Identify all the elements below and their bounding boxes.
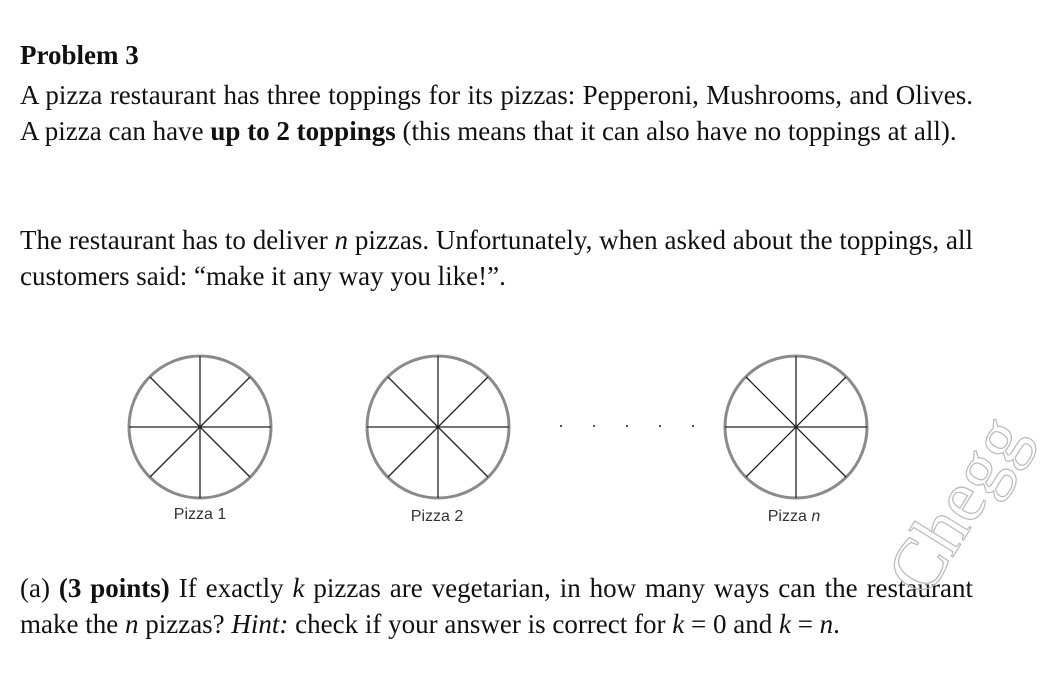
delivery-text-a: The restaurant has to deliver xyxy=(20,225,335,255)
part-a-hint-label: Hint: xyxy=(231,609,289,639)
chegg-watermark: Chegg xyxy=(870,401,1043,609)
pizza-1-label: Pizza 1 xyxy=(173,506,227,523)
problem-intro xyxy=(20,77,973,149)
part-a-var-k: k xyxy=(292,573,305,603)
problem-delivery xyxy=(20,222,973,294)
part-a-text-5: = 0 and xyxy=(684,609,779,639)
pizza-2-label: Pizza 2 xyxy=(410,508,464,525)
part-a-text-7: . xyxy=(833,609,840,639)
part-a-text-4: check if your answer is correct for xyxy=(288,609,673,639)
problem-title: Problem 3 xyxy=(20,40,139,70)
pizza-diagram xyxy=(0,355,1008,535)
pizza-n-icon xyxy=(725,356,867,498)
pizza-1-icon xyxy=(129,356,271,498)
pizza-n-label-var: n xyxy=(811,508,821,525)
intro-text-a: A pizza restaurant has three toppings for its pizzas: Pepperoni, Mushrooms, and Olives. A pizza can have xyxy=(20,80,973,146)
part-a-text-2: pizzas are vegetarian, in how many ways can the restaurant make the xyxy=(20,573,974,639)
part-a-var-k2: k xyxy=(672,609,685,639)
pizza-n-label xyxy=(768,508,820,526)
part-a-text-6: = xyxy=(790,609,820,639)
pizza-figure xyxy=(0,355,1008,535)
delivery-var-n: n xyxy=(334,225,349,255)
part-a-label: (a) xyxy=(20,573,59,603)
part-a-var-n2: n xyxy=(819,609,834,639)
part-a-question xyxy=(20,570,973,642)
part-a-var-n: n xyxy=(124,609,139,639)
part-a-text-1: If exactly xyxy=(169,573,293,603)
intro-text-b: (this means that it can also have no toppings at all). xyxy=(395,116,957,146)
part-a-text-3: pizzas? xyxy=(138,609,232,639)
ellipsis-dots: · · · · · xyxy=(558,415,707,435)
part-a-var-k3: k xyxy=(778,609,791,639)
part-a-points: (3 points) xyxy=(58,573,170,603)
delivery-text-b: pizzas. Unfortunately, when asked about the toppings, all customers said: “make it any way you like!”. xyxy=(20,225,973,291)
pizza-2-icon xyxy=(367,356,509,498)
intro-bold-emphasis: up to 2 toppings xyxy=(210,116,396,146)
pizza-n-label-prefix: Pizza xyxy=(767,508,812,525)
